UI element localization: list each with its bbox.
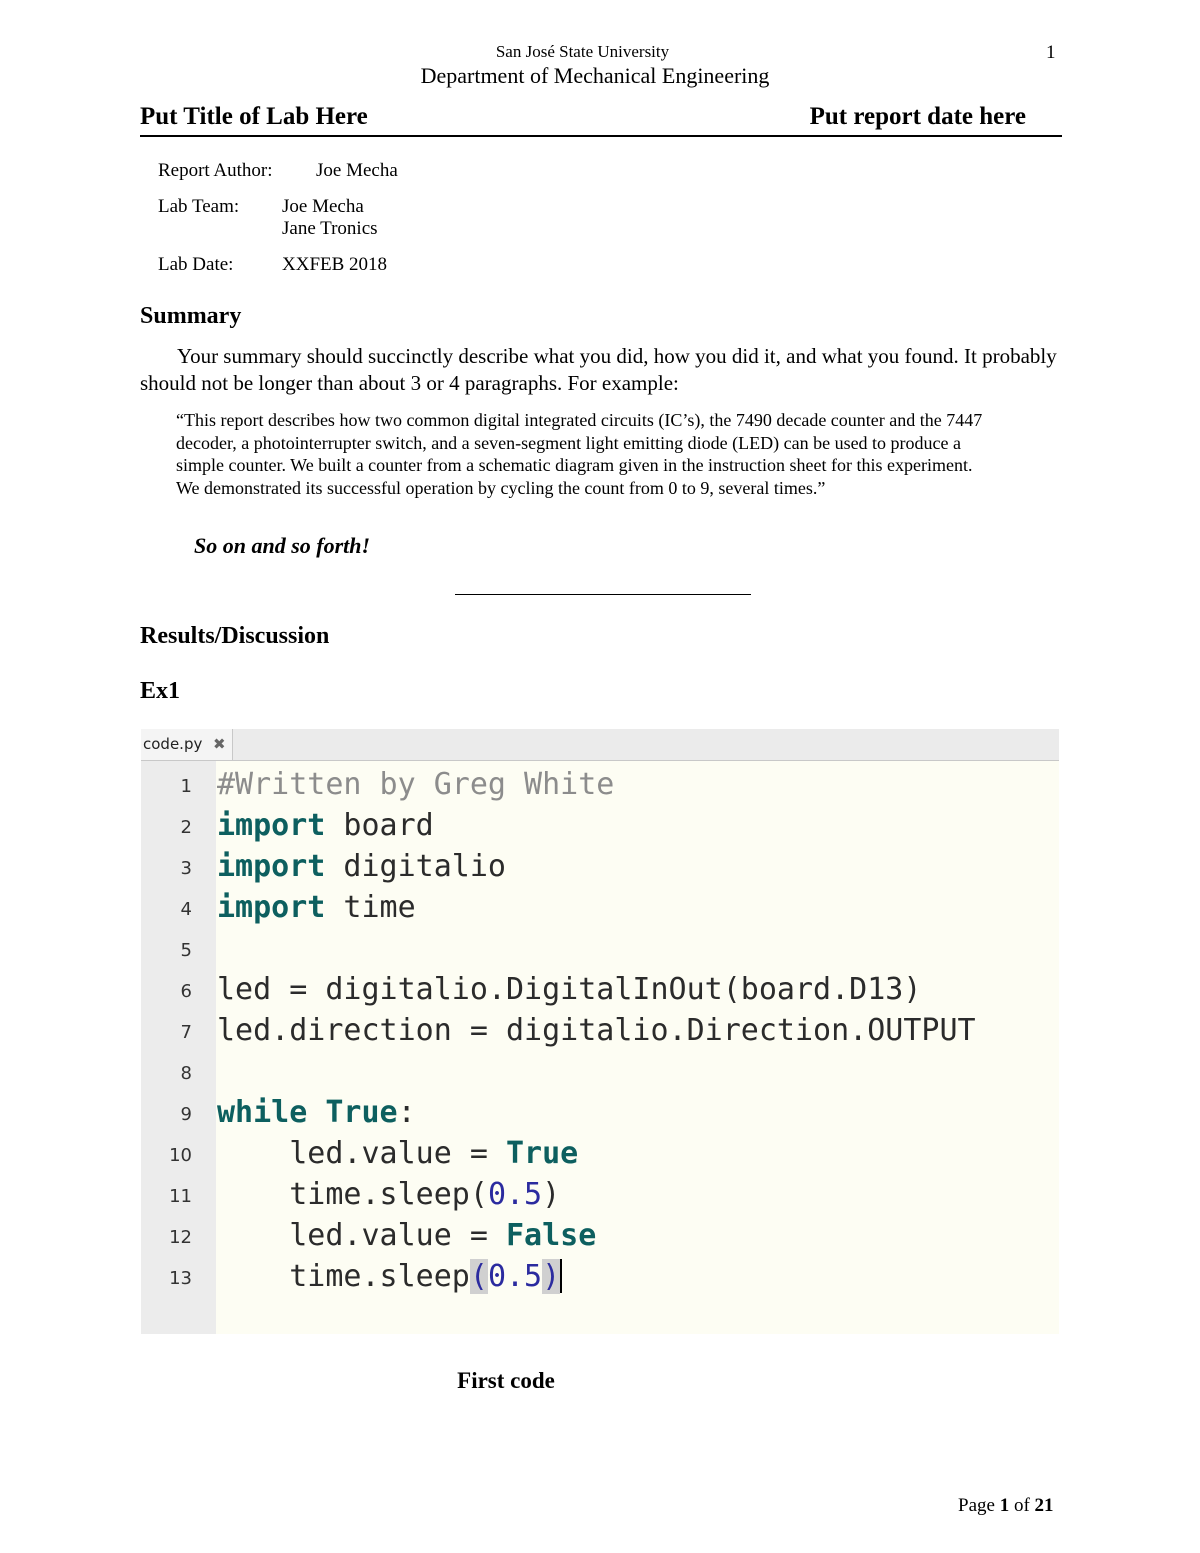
code-token: time.sleep( <box>217 1177 488 1212</box>
comment-token: #Written by Greg White <box>217 767 615 802</box>
code-line <box>141 928 1059 969</box>
code-text <box>217 805 434 846</box>
summary-paragraph <box>140 343 1065 397</box>
footer-total-pages: 21 <box>1034 1495 1054 1516</box>
line-number: 7 <box>180 1022 192 1043</box>
line-number: 12 <box>169 1227 192 1248</box>
code-line <box>141 969 1059 1010</box>
code-token: time <box>325 890 416 925</box>
line-number: 11 <box>169 1186 192 1207</box>
code-line <box>141 887 1059 928</box>
code-text <box>217 1256 562 1297</box>
code-line <box>141 1133 1059 1174</box>
keyword-token: True <box>325 1095 398 1130</box>
figure-caption: First code <box>457 1368 555 1393</box>
code-token: led.value = <box>217 1136 506 1171</box>
matched-paren-open: ( <box>469 1259 488 1294</box>
team-member: Joe Mecha <box>282 196 364 217</box>
code-text <box>217 846 506 887</box>
line-number: 5 <box>180 940 192 961</box>
code-line <box>141 1256 1059 1297</box>
header-page-number: 1 <box>1046 42 1056 63</box>
header-university: San José State University <box>495 42 670 61</box>
code-line <box>141 1010 1059 1051</box>
lab-title: Put Title of Lab Here <box>140 103 368 130</box>
code-line <box>141 1174 1059 1215</box>
code-token: board <box>325 808 434 843</box>
summary-heading: Summary <box>140 303 242 329</box>
code-text <box>217 1133 578 1174</box>
tab-label: code.py <box>143 735 203 753</box>
code-token: time.sleep <box>217 1259 470 1294</box>
line-number: 13 <box>169 1268 192 1289</box>
code-token: : <box>397 1095 416 1130</box>
author-value: Joe Mecha <box>316 160 398 181</box>
code-token: ) <box>542 1177 561 1212</box>
results-heading: Results/Discussion <box>140 623 330 649</box>
report-date: Put report date here <box>809 103 1026 130</box>
keyword-token: while <box>217 1095 308 1130</box>
page-footer <box>958 1495 1054 1517</box>
keyword-token: import <box>217 808 326 843</box>
keyword-token: import <box>217 890 326 925</box>
footer-prefix: Page <box>958 1495 1000 1516</box>
code-token: digitalio <box>325 849 506 884</box>
footer-middle: of <box>1009 1495 1035 1516</box>
code-text <box>217 1215 596 1256</box>
footer-current-page: 1 <box>999 1495 1010 1516</box>
number-token: 0.5 <box>487 1259 543 1294</box>
line-number: 6 <box>180 981 192 1002</box>
keyword-token: True <box>505 1136 579 1171</box>
editor-tabbar <box>141 729 1059 761</box>
code-text <box>217 887 416 928</box>
keyword-token: False <box>505 1218 597 1253</box>
text-cursor <box>560 1259 562 1293</box>
date-label: Lab Date: <box>158 254 234 275</box>
close-icon[interactable]: ✖ <box>213 735 226 753</box>
code-line <box>141 1092 1059 1133</box>
line-number: 8 <box>180 1063 192 1084</box>
header-department: Department of Mechanical Engineering <box>420 63 770 88</box>
line-number: 9 <box>180 1104 192 1125</box>
summary-emphasis: So on and so forth! <box>194 533 371 558</box>
code-text: led.direction = digitalio.Direction.OUTPUT <box>217 1013 976 1048</box>
line-number: 10 <box>169 1145 192 1166</box>
summary-paragraph-text: Your summary should succinctly describe what you did, how you did it, and what you found. It probably should not be longer than about 3 or 4 paragraphs. For example: <box>140 344 1057 395</box>
line-number: 2 <box>180 817 192 838</box>
code-text <box>217 764 614 805</box>
keyword-token: import <box>217 849 326 884</box>
code-line <box>141 764 1059 805</box>
number-token: 0.5 <box>487 1177 543 1212</box>
code-editor-screenshot <box>141 729 1059 1334</box>
code-line <box>141 846 1059 887</box>
team-label: Lab Team: <box>158 196 240 217</box>
date-value: XXFEB 2018 <box>282 254 388 275</box>
line-number: 4 <box>180 899 192 920</box>
code-text: led = digitalio.DigitalInOut(board.D13) <box>217 972 922 1007</box>
line-number: 3 <box>180 858 192 879</box>
section-divider <box>455 594 751 595</box>
team-member: Jane Tronics <box>282 218 378 239</box>
code-line <box>141 1215 1059 1256</box>
title-row <box>140 103 1062 137</box>
code-text <box>217 1092 416 1133</box>
code-text <box>217 1174 560 1215</box>
line-number: 1 <box>180 776 192 797</box>
ex1-heading: Ex1 <box>140 678 181 704</box>
author-label: Report Author: <box>158 160 273 181</box>
matched-paren-close: ) <box>542 1259 561 1294</box>
code-line <box>141 805 1059 846</box>
code-token: led.value = <box>217 1218 506 1253</box>
tab-code-py[interactable] <box>141 729 233 760</box>
summary-quote: “This report describes how two common digital integrated circuits (IC’s), the 7490 decade counter and the 7447 decoder, a photointerrupter switch, and a seven-segment light emitting diode (LED) can be used to produce a simple counter. We built a counter from a schematic diagram given in the instruction sheet for this experiment. We demonstrated its successful operation by cycling the count from 0 to 9, several times.” <box>176 410 983 498</box>
code-line <box>141 1051 1059 1092</box>
